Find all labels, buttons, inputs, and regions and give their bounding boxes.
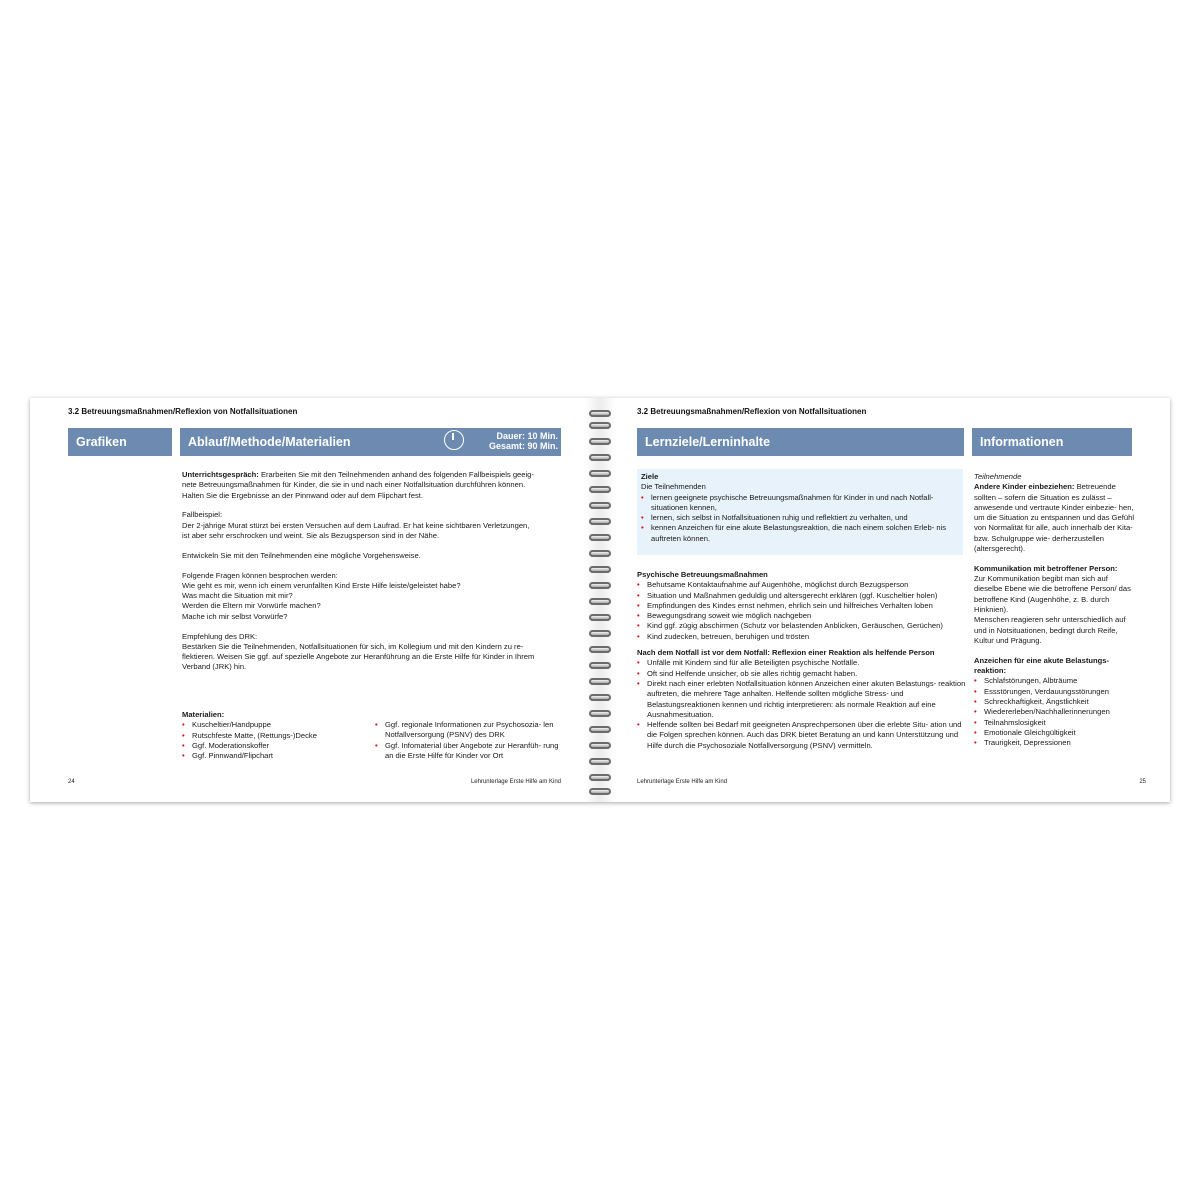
materials-left — [182, 710, 372, 761]
goal-item: • lernen geeignete psychische Betreuungsmaßnahmen für Kinder in und nach Notfall- situationen kennen, — [641, 493, 959, 514]
method-content — [182, 470, 566, 673]
binding-ring — [589, 518, 611, 525]
psych-item: • Kind ggf. zügig abschirmen (Schutz vor belastenden Anblicken, Geräuschen, Gerüchen) — [637, 621, 967, 631]
binding-ring — [589, 774, 611, 781]
info-comm-label: Kommunikation mit betroffener Person: — [974, 563, 1118, 573]
binding-ring — [589, 534, 611, 541]
page-number: 24 — [68, 779, 75, 785]
material-item: • Ggf. Moderationskoffer — [182, 741, 372, 751]
goals-box — [637, 469, 963, 555]
binding-ring — [589, 726, 611, 733]
sign-item: • Essstörungen, Verdauungsstörungen — [974, 687, 1134, 697]
binding-ring — [589, 422, 611, 429]
clock-icon — [444, 430, 464, 450]
info-comm-text: Zur Kommunikation begibt man sich auf dieselbe Ebene wie die betroffene Person/ das betroffene Kind (Augenhöhe, z. B. durch Hinknien). — [974, 574, 1131, 615]
psych-item: • Kind zudecken, betreuen, beruhigen und trösten — [637, 632, 967, 642]
question: Mache ich mir selbst Vorwürfe? — [182, 611, 288, 621]
running-head: 3.2 Betreuungsmaßnahmen/Reflexion von Notfallsituationen — [68, 407, 298, 416]
binding-ring — [589, 486, 611, 493]
binding-ring — [589, 788, 611, 795]
info-heading: Informationen — [972, 428, 1132, 456]
case-label: Fallbeispiel: — [182, 510, 223, 520]
question: Was macht die Situation mit mir? — [182, 591, 293, 601]
material-item: • Rutschfeste Matte, (Rettungs-)Decke — [182, 731, 372, 741]
after-item: • Unfälle mit Kindern sind für alle Beteiligten psychische Notfälle. — [637, 658, 967, 668]
binding-ring — [589, 630, 611, 637]
total-text: Gesamt: 90 Min. — [488, 441, 558, 451]
materials-label: Materialien: — [182, 710, 225, 719]
material-item: • Ggf. regionale Informationen zur Psychosozia- len Notfallversorgung (PSNV) des DRK — [375, 720, 565, 741]
lesson-label: Unterrichtsgespräch: — [182, 470, 259, 479]
lesson-text: Erarbeiten Sie mit den Teilnehmenden anhand des folgenden Fallbeispiels geeig- — [260, 470, 534, 479]
binding-ring — [589, 550, 611, 557]
material-item: • Kuscheltier/Handpuppe — [182, 720, 372, 730]
psych-label: Psychische Betreuungsmaßnahmen — [637, 570, 768, 579]
info-content — [974, 472, 1134, 748]
goal-item: • lernen, sich selbst in Notfallsituationen ruhig und reflektiert zu verhalten, und — [641, 513, 959, 523]
goals-heading: Lernziele/Lerninhalte — [637, 428, 964, 456]
recommend-line: Verband (JRK) hin. — [182, 662, 247, 672]
case-line: Der 2-jährige Murat stürzt bei ersten Versuchen auf dem Laufrad. Er hat keine sichtbaren Verletzungen, — [182, 520, 530, 530]
develop-text: Entwickeln Sie mit den Teilnehmenden eine mögliche Vorgehensweise. — [182, 550, 421, 560]
material-item: • Ggf. Infomaterial über Angebote zur Heranfüh- rung an die Erste Hilfe für Kinder vor Ort — [375, 741, 565, 762]
binding-ring — [589, 502, 611, 509]
lesson-line: Halten Sie die Ergebnisse an der Pinnwand oder auf dem Flipchart fest. — [182, 490, 424, 500]
info-target: Teilnehmende — [974, 472, 1022, 481]
grafiken-heading: Grafiken — [68, 428, 172, 456]
binding-ring — [589, 678, 611, 685]
sign-item: • Schreckhaftigkeit, Ängstlichkeit — [974, 697, 1134, 707]
lesson-paragraph — [182, 470, 566, 480]
binding-ring — [589, 470, 611, 477]
recommend-line: flektieren. Weisen Sie ggf. auf spezielle Angebote zur Heranführung an die Erste Hilfe für Kinder in Ihrem — [182, 652, 535, 662]
goals-label: Ziele — [641, 472, 659, 481]
booklet-spread — [30, 398, 1170, 802]
sign-item: • Emotionale Gleichgültigkeit — [974, 728, 1134, 738]
sign-item: • Teilnahmslosigkeit — [974, 718, 1134, 728]
page-footer: Lehrunterlage Erste Hilfe am Kind — [637, 779, 728, 785]
binding-ring — [589, 566, 611, 573]
binding-ring — [589, 710, 611, 717]
right-page — [615, 398, 1170, 802]
after-label: Nach dem Notfall ist vor dem Notfall: Reflexion einer Reaktion als helfende Person — [637, 648, 935, 658]
goals-intro: Die Teilnehmenden — [641, 482, 706, 492]
binding-ring — [589, 646, 611, 653]
method-heading-label: Ablauf/Methode/Materialien — [188, 435, 351, 449]
info-comm-text2: Menschen reagieren sehr unterschiedlich auf und in Notsituationen, bedingt durch Reife, Kultur und Prägung. — [974, 615, 1126, 645]
binding-ring — [589, 758, 611, 765]
info-kids-text: Betreuende sollten – sofern die Situation es zulässt – anwesende und vertraute Kinder einbezie- hen, um die Situation zu entspannen und das Gefühl von Normalität für alle, auch innerhalb der Kita- bzw. Schulgruppe wie- derherzustellen (altersgerecht). — [974, 482, 1135, 554]
spiral-binding — [585, 398, 615, 802]
binding-ring — [589, 598, 611, 605]
running-head: 3.2 Betreuungsmaßnahmen/Reflexion von Notfallsituationen — [637, 407, 867, 416]
goal-item: • kennen Anzeichen für eine akute Belastungsreaktion, die nach einem solchen Erleb- nis auftreten können. — [641, 523, 959, 544]
psych-item: • Behutsame Kontaktaufnahme auf Augenhöhe, möglichst durch Bezugsperson — [637, 580, 967, 590]
psych-item: • Situation und Maßnahmen geduldig und altersgerecht erklären (ggf. Kuscheltier holen) — [637, 591, 967, 601]
binding-ring — [589, 454, 611, 461]
questions-intro: Folgende Fragen können besprochen werden: — [182, 570, 338, 580]
material-item: • Ggf. Pinnwand/Flipchart — [182, 751, 372, 761]
after-item: • Direkt nach einer erlebten Notfallsituation können Anzeichen einer akuten Belastungs- reaktion auftreten, die mehrere Tage anhalten. Helfende sollten mögliche Stress- und Belastungsreaktionen kennen und richtig interpretieren: als normale Reaktion auf eine Ausnahmesituation. — [637, 679, 967, 720]
after-item: • Helfende sollten bei Bedarf mit geeigneten Ansprechpersonen über die erlebte Situ- ation und die Folgen sprechen können. Auch das DRK bietet Beratung an und kann Unterstützung und Hilfe durch die Psychosoziale Notfallversorgung (PSNV) vermitteln. — [637, 720, 967, 751]
question: Werden die Eltern mir Vorwürfe machen? — [182, 601, 321, 611]
sign-item: • Traurigkeit, Depressionen — [974, 738, 1134, 748]
binding-ring — [589, 410, 611, 417]
binding-ring — [589, 582, 611, 589]
info-signs-label: Anzeichen für eine akute Belastungs- reaktion: — [974, 655, 1110, 676]
page-footer: Lehrunterlage Erste Hilfe am Kind — [470, 779, 561, 785]
materials-right — [375, 720, 565, 761]
sign-item: • Wiedererleben/Nachhallerinnerungen — [974, 707, 1134, 717]
psych-item: • Bewegungsdrang soweit wie möglich nachgeben — [637, 611, 967, 621]
case-line: ist aber sehr erschrocken und weint. Sie als Bezugsperson sind in der Nähe. — [182, 530, 440, 540]
psych-item: • Empfindungen des Kindes ernst nehmen, ehrlich sein und hilfreiches Verhalten loben — [637, 601, 967, 611]
question: Wie geht es mir, wenn ich einem verunfallten Kind Erste Hilfe leiste/geleistet habe? — [182, 580, 461, 590]
recommend-label: Empfehlung des DRK: — [182, 631, 258, 641]
duration-box — [489, 431, 558, 451]
binding-ring — [589, 438, 611, 445]
binding-ring — [589, 614, 611, 621]
duration-text: Dauer: 10 Min. — [496, 431, 558, 441]
binding-ring — [589, 662, 611, 669]
psych-section — [637, 570, 967, 751]
page-number: 25 — [1139, 779, 1146, 785]
left-page — [30, 398, 585, 802]
binding-ring — [589, 694, 611, 701]
info-kids-label: Andere Kinder einbeziehen: — [974, 482, 1075, 492]
binding-ring — [589, 742, 611, 749]
recommend-line: Bestärken Sie die Teilnehmenden, Notfallsituationen für sich, im Kollegium und mit den Kindern zu re- — [182, 641, 524, 651]
after-item: • Oft sind Helfende unsicher, ob sie alles richtig gemacht haben. — [637, 669, 967, 679]
sign-item: • Schlafstörungen, Albträume — [974, 676, 1134, 686]
lesson-line: nete Betreuungsmaßnahmen für Kinder, die sie in und nach einer Notfallsituation durchführen können. — [182, 480, 526, 490]
